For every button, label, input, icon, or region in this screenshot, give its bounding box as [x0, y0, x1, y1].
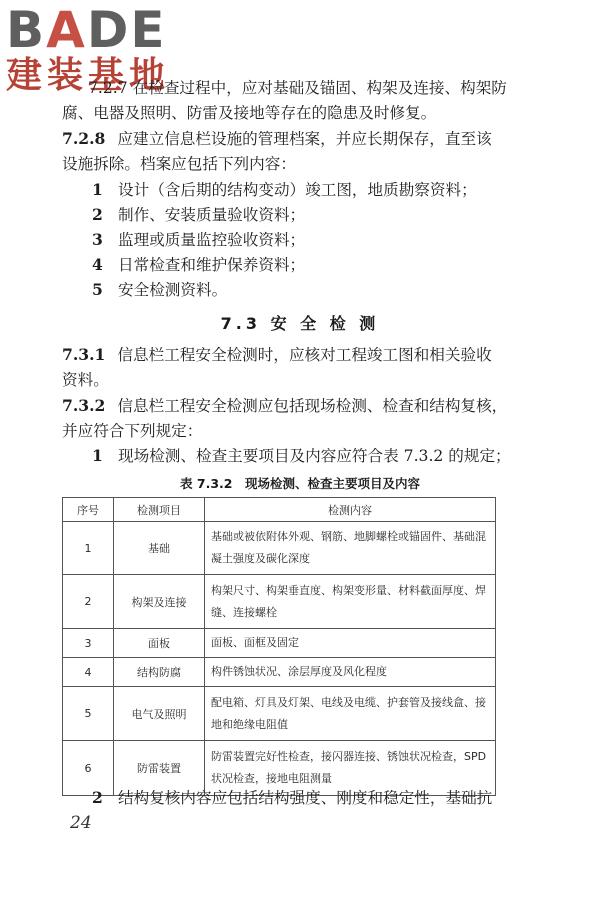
list-item-number: 3: [92, 230, 103, 249]
list-item-2: [92, 205, 305, 225]
cell-content: 基础或被依附体外观、钢筋、地脚螺栓或锚固件、基础混凝土强度及碳化深度: [205, 522, 496, 575]
list-item-text: 安全检测资料。: [118, 281, 228, 299]
cell-item: 基础: [114, 522, 205, 575]
clause-732-line-2: 并应符合下列规定：: [62, 422, 203, 440]
list-item-3: [92, 230, 305, 250]
list-item-1: [92, 180, 477, 200]
clause-number: 7.3.2: [62, 396, 106, 415]
intro-line-2: 腐、电器及照明、防雷及接地等存在的隐患及时修复。: [62, 104, 437, 122]
list-item-text: 现场检测、检查主要项目及内容应符合表 7.3.2 的规定；: [118, 447, 511, 465]
clause-number: 7.3.1: [62, 345, 106, 364]
list-item-text: 监理或质量监控验收资料；: [118, 231, 306, 249]
table-row: [63, 629, 496, 658]
cell-item: 防雷装置: [114, 741, 205, 796]
list-item-number: 1: [92, 446, 103, 465]
cell-item: 电气及照明: [114, 687, 205, 741]
clause-number: 7.2.8: [62, 129, 106, 148]
list-item-text: 设计（含后期的结构变动）竣工图，地质勘察资料；: [118, 181, 477, 199]
logo-text-en: BADE: [6, 1, 167, 59]
table-row: [63, 658, 496, 687]
clause-text: 信息栏工程安全检测时，应核对工程竣工图和相关验收: [117, 346, 492, 364]
table-row: [63, 575, 496, 629]
list-item-5: [92, 280, 227, 300]
inspection-table: [62, 497, 496, 796]
list-item-number: 5: [92, 280, 103, 299]
list-item-text: 制作、安装质量验收资料；: [118, 206, 306, 224]
cell-content: 配电箱、灯具及灯架、电线及电缆、护套管及接线盒、接地和绝缘电阻值: [205, 687, 496, 741]
list-item-number: 2: [92, 788, 103, 807]
clause-732-line-1: [62, 396, 507, 416]
list-item-text: 结构复核内容应包括结构强度、刚度和稳定性，基础抗: [118, 789, 493, 807]
list-item-number: 1: [92, 180, 103, 199]
cell-serial: 5: [63, 687, 114, 741]
list-item-text: 日常检查和维护保养资料；: [118, 256, 306, 274]
clause-731-line-1: [62, 345, 492, 365]
intro-line-1: 7.2.7 在检查过程中，应对基础及锚固、构架及连接、构架防: [88, 79, 507, 97]
page-number: 24: [70, 813, 92, 833]
cell-item: 结构防腐: [114, 658, 205, 687]
clause-732-item-1: [92, 446, 511, 466]
list-item-number: 2: [92, 205, 103, 224]
header-item: 检测项目: [114, 498, 205, 522]
clause-text: 信息栏工程安全检测应包括现场检测、检查和结构复核，: [117, 397, 508, 415]
logo-text-cn: 建装基地: [6, 55, 171, 96]
table-header-row: [63, 498, 496, 522]
section-title: 7.3 安 全 检 测: [220, 314, 380, 333]
cell-item: 面板: [114, 629, 205, 658]
cell-content: 构架尺寸、构架垂直度、构架变形量、材料截面厚度、焊缝、连接螺栓: [205, 575, 496, 629]
table-row: [63, 522, 496, 575]
cell-serial: 1: [63, 522, 114, 575]
cell-content: 面板、面框及固定: [205, 629, 496, 658]
closing-item-2: [92, 788, 492, 808]
clause-731-line-2: 资料。: [62, 371, 109, 389]
table-row: [63, 687, 496, 741]
cell-serial: 3: [63, 629, 114, 658]
cell-content: 防雷装置完好性检查，接闪器连接、锈蚀状况检查，SPD 状况检查，接地电阻测量: [205, 741, 496, 796]
table-caption: 表 7.3.2 现场检测、检查主要项目及内容: [180, 476, 420, 491]
list-item-number: 4: [92, 255, 103, 274]
cell-content: 构件锈蚀状况、涂层厚度及风化程度: [205, 658, 496, 687]
clause-728-line-2: 设施拆除。档案应包括下列内容：: [62, 155, 296, 173]
clause-text: 应建立信息栏设施的管理档案，并应长期保存，直至该: [117, 130, 492, 148]
cell-serial: 4: [63, 658, 114, 687]
header-serial: 序号: [63, 498, 114, 522]
cell-serial: 2: [63, 575, 114, 629]
cell-item: 构架及连接: [114, 575, 205, 629]
list-item-4: [92, 255, 305, 275]
cell-serial: 6: [63, 741, 114, 796]
header-content: 检测内容: [205, 498, 496, 522]
clause-728-line-1: [62, 129, 492, 149]
